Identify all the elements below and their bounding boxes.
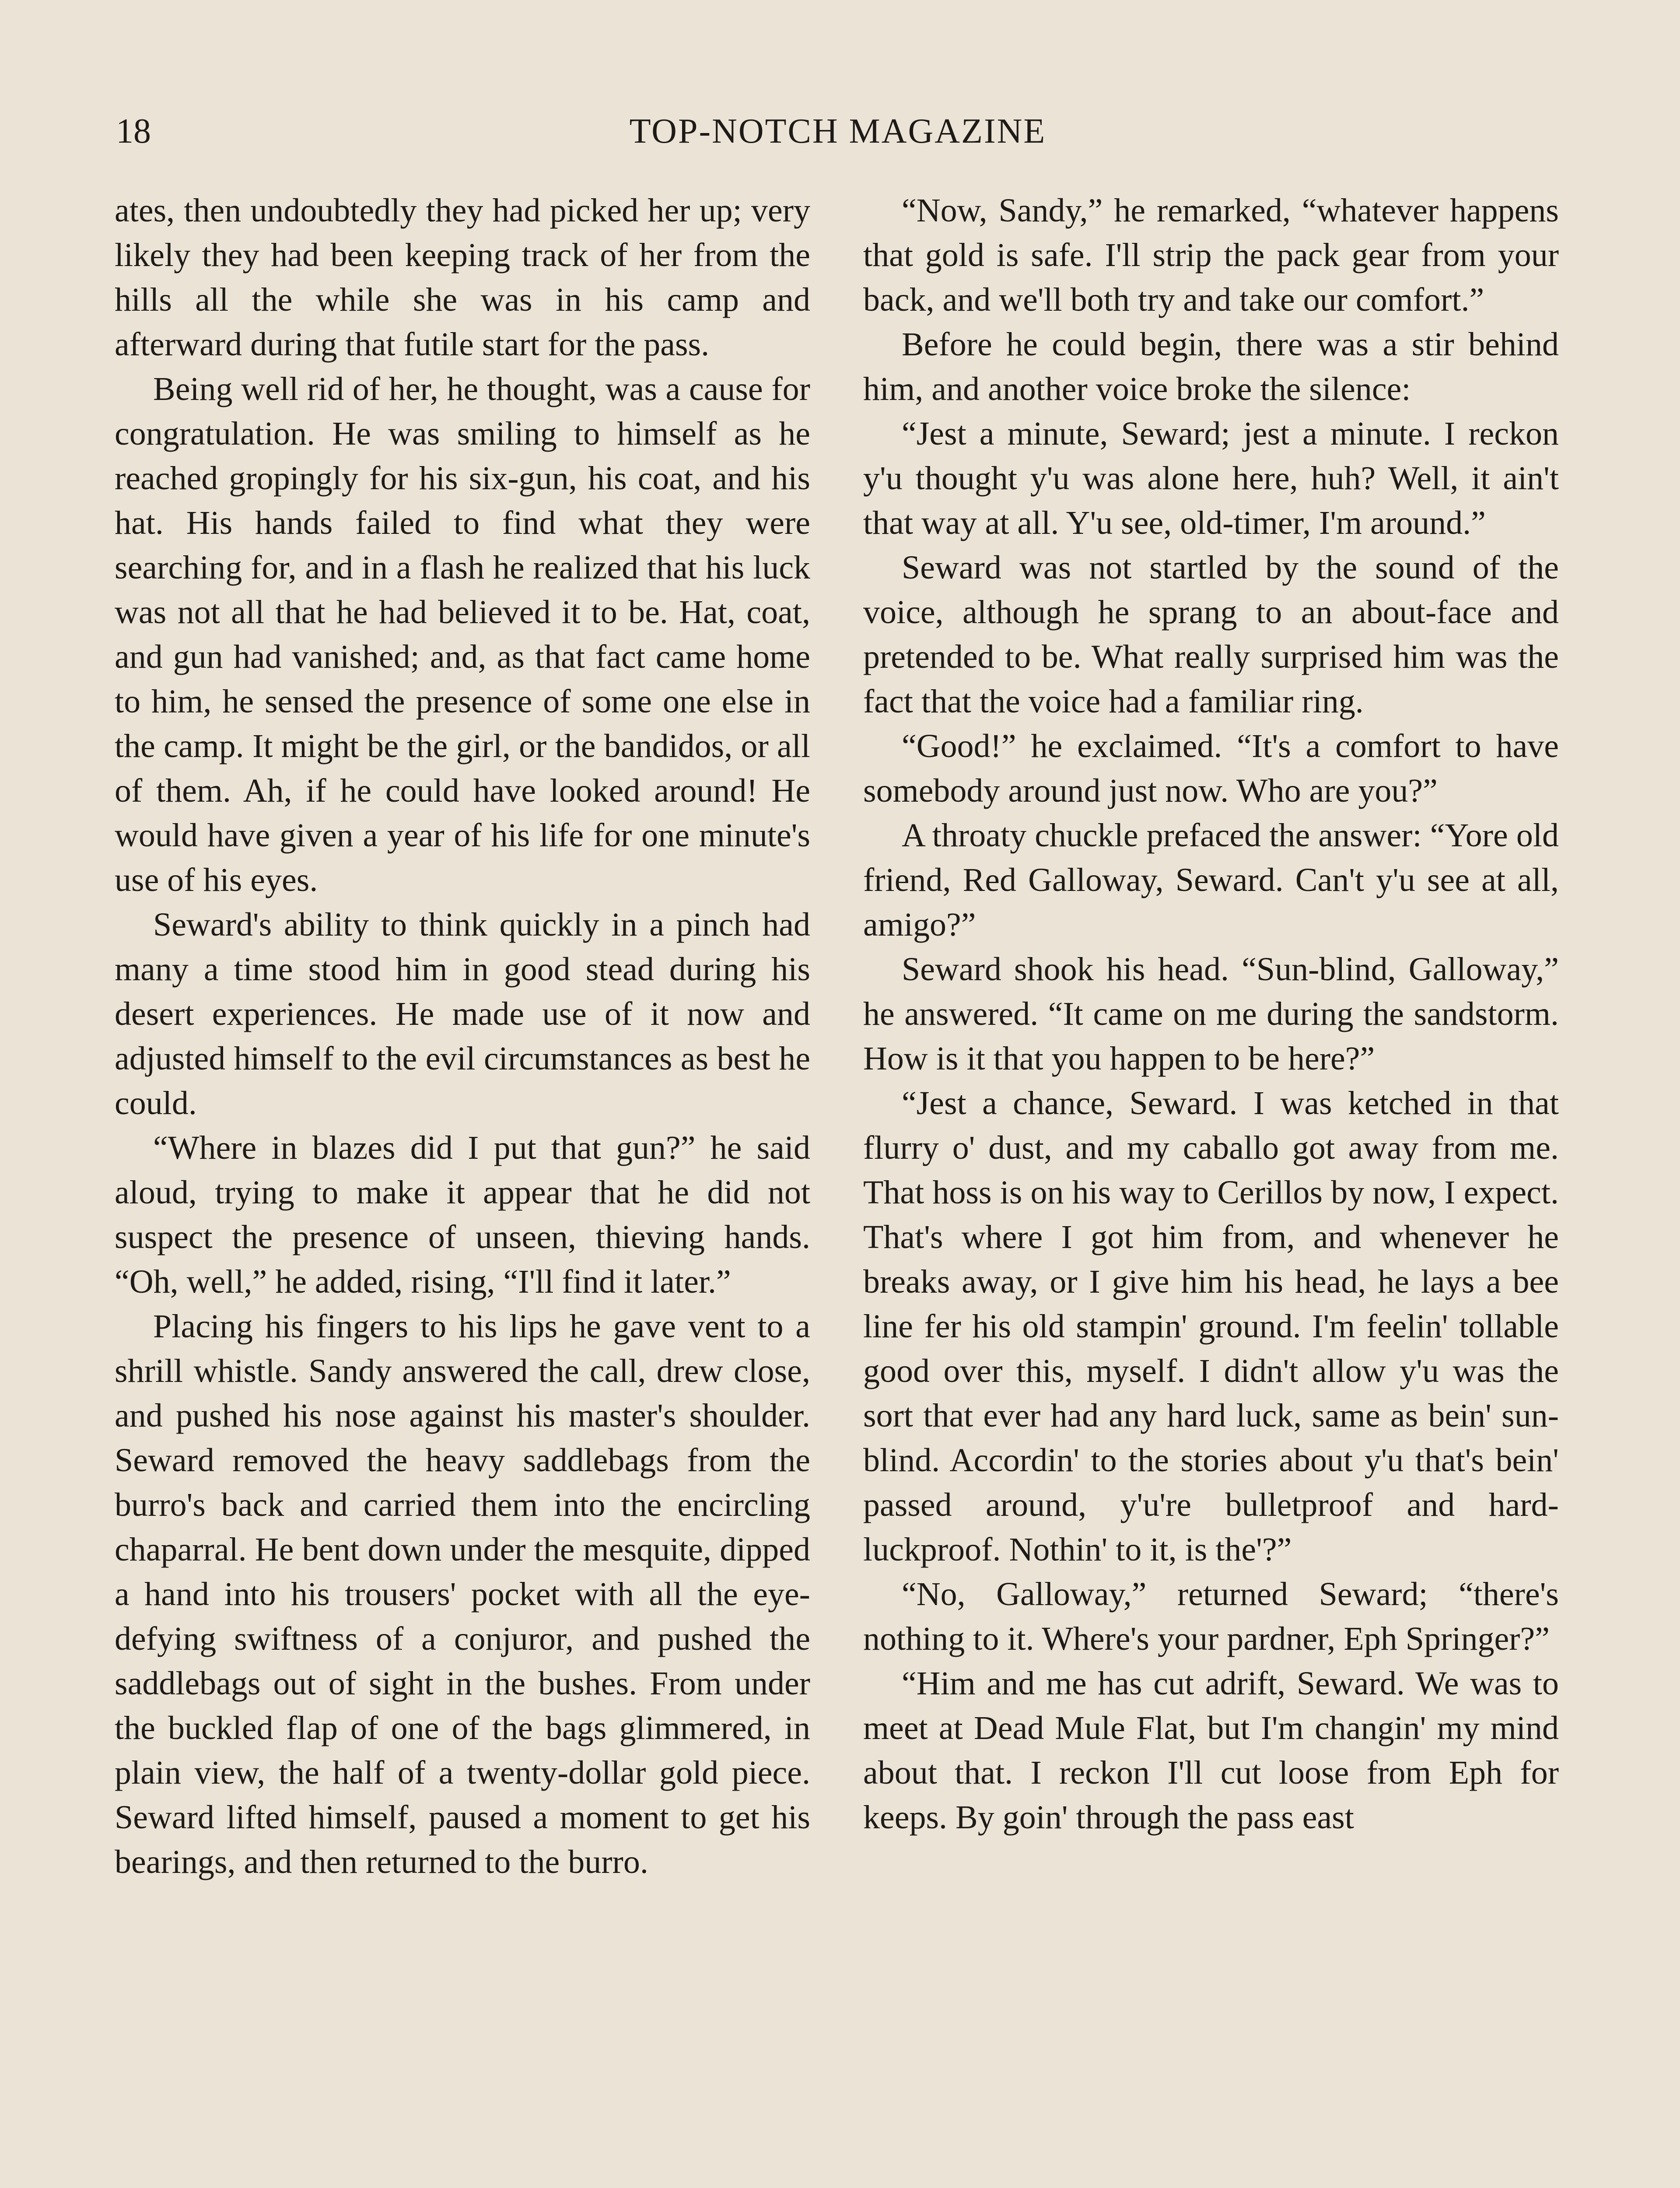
- paragraph: A throaty chuckle prefaced the answer: “Yore old friend, Red Galloway, Seward. Can't y'u see at all, amigo?”: [863, 817, 1559, 943]
- paragraph: “No, Galloway,” returned Seward; “there's nothing to it. Where's your pardner, Eph Springer?”: [863, 1576, 1559, 1657]
- paragraph: “Jest a chance, Seward. I was ketched in that flurry o' dust, and my caballo got away from me. That hoss is on his way to Cerillos by now, I expect. That's where I got him from, and whenever he breaks away, or I give him his head, he lays a bee line fer his old stampin' ground. I'm feelin' tollable good over this, myself. I didn't allow y'u was the sort that ever had any hard luck, same as bein' sun-blind. Accordin' to the stories about y'u that's bein' passed around, y'u're bulletproof and hard-luckproof. Nothin' to it, is the'?”: [863, 1085, 1559, 1568]
- paragraph: Being well rid of her, he thought, was a cause for congratulation. He was smiling to himself as he reached gropingly for his six-gun, his coat, and his hat. His hands failed to find what they were searching for, and in a flash he realized that his luck was not all that he had believed it to be. Hat, coat, and gun had vanished; and, as that fact came home to him, he sensed the presence of some one else in the camp. It might be the girl, or the bandidos, or all of them. Ah, if he could have looked around! He would have given a year of his life for one minute's use of his eyes.: [115, 371, 810, 898]
- paragraph: “Now, Sandy,” he remarked, “whatever happens that gold is safe. I'll strip the pack gear from your back, and we'll both try and take our comfort.”: [863, 192, 1559, 318]
- paragraph: Before he could begin, there was a stir behind him, and another voice broke the silence:: [863, 326, 1559, 407]
- paragraph: Seward shook his head. “Sun-blind, Galloway,” he answered. “It came on me during the sandstorm. How is it that you happen to be here?”: [863, 951, 1559, 1077]
- paragraph: Placing his fingers to his lips he gave vent to a shrill whistle. Sandy answered the call, drew close, and pushed his nose against his master's shoulder. Seward removed the heavy saddlebags from the burro's back and carried them into the encircling chaparral. He bent down under the mesquite, dipped a hand into his trousers' pocket with all the eye-defying swiftness of a conjuror, and pushed the saddlebags out of sight in the bushes. From under the buckled flap of one of the bags glimmered, in plain view, the half of a twenty-dollar gold piece. Seward lifted himself, paused a moment to get his bearings, and then returned to the burro.: [115, 1308, 810, 1880]
- page-header: [116, 112, 1560, 151]
- paragraph: Seward's ability to think quickly in a pinch had many a time stood him in good stead during his desert experiences. He made use of it now and adjusted himself to the evil circumstances as best he could.: [115, 906, 810, 1122]
- paragraph: “Jest a minute, Seward; jest a minute. I reckon y'u thought y'u was alone here, huh? Well, it ain't that way at all. Y'u see, old-timer, I'm around.”: [863, 415, 1559, 541]
- paragraph: ates, then undoubtedly they had picked her up; very likely they had been keeping track of her from the hills all the while she was in his camp and afterward during that futile start for the pass.: [115, 192, 810, 363]
- paragraph: “Where in blazes did I put that gun?” he said aloud, trying to make it appear that he did not suspect the presence of unseen, thieving hands. “Oh, well,” he added, rising, “I'll find it later.”: [115, 1129, 810, 1300]
- right-column: [863, 188, 1559, 1840]
- paragraph: “Him and me has cut adrift, Seward. We was to meet at Dead Mule Flat, but I'm changin' my mind about that. I reckon I'll cut loose from Eph for keeps. By goin' through the pass east: [863, 1665, 1559, 1836]
- paragraph: Seward was not startled by the sound of the voice, although he sprang to an about-face and pretended to be. What really surprised him was the fact that the voice had a familiar ring.: [863, 549, 1559, 720]
- magazine-title: TOP-NOTCH MAGAZINE: [629, 112, 1046, 151]
- left-column: [115, 188, 810, 1884]
- page-number: 18: [116, 112, 151, 151]
- paragraph: “Good!” he exclaimed. “It's a comfort to have somebody around just now. Who are you?”: [863, 728, 1559, 809]
